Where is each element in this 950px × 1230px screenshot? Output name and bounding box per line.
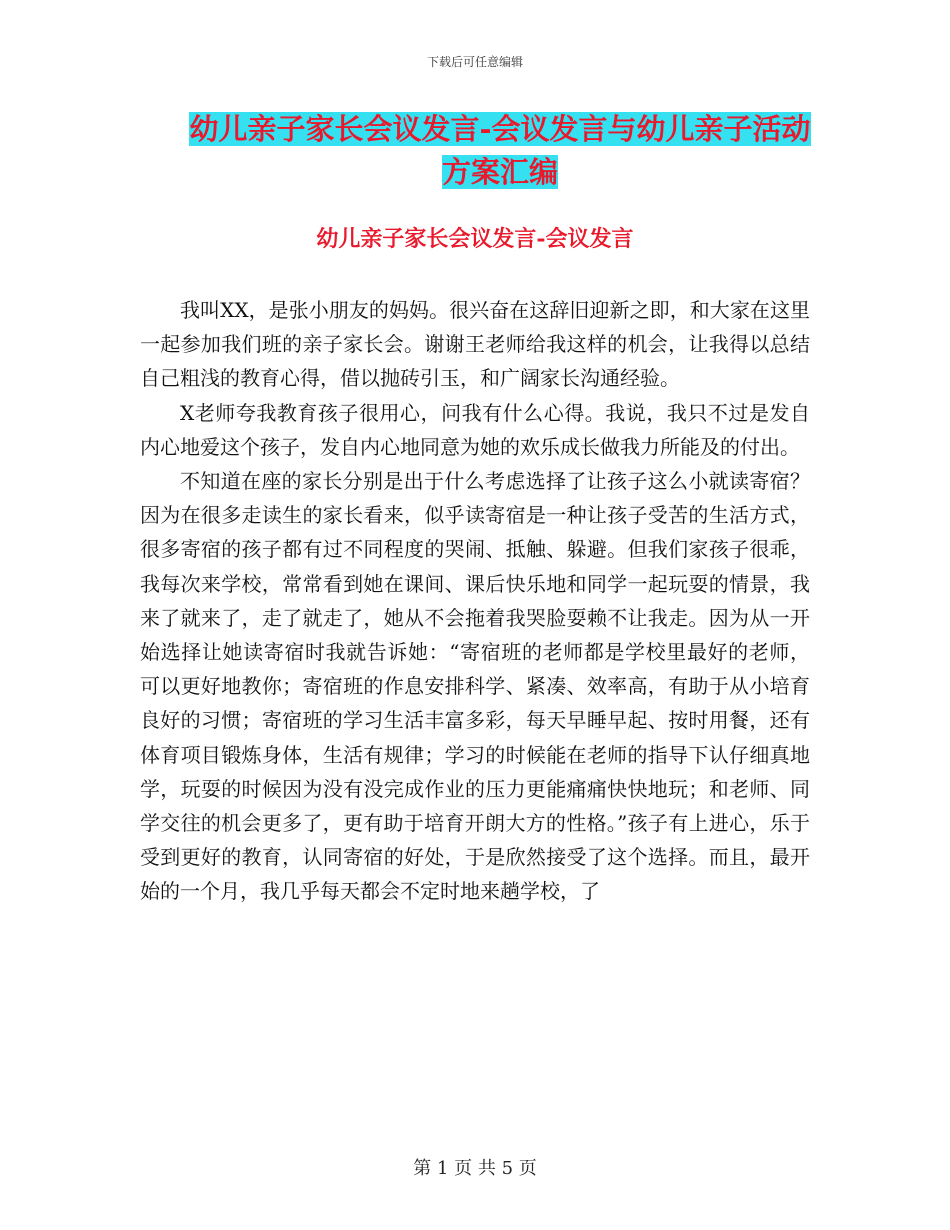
body-paragraph: 不知道在座的家长分别是出于什么考虑选择了让孩子这么小就读寄宿？因为在很多走读生的家长看来，似乎读寄宿是一种让孩子受苦的生活方式，很多寄宿的孩子都有过不同程度的哭闹、抵触、躲避。但我们家孩子很乖，我每次来学校，常常看到她在课间、课后快乐地和同学一起玩耍的情景，我来了就来了，走了就走了，她从不会拖着我哭脸耍赖不让我走。因为从一开始选择让她读寄宿时我就告诉她：“寄宿班的老师都是学校里最好的老师，可以更好地教你；寄宿班的作息安排科学、紧凑、效率高，有助于从小培育良好的习惯；寄宿班的学习生活丰富多彩，每天早睡早起、按时用餐，还有体育项目锻炼身体，生活有规律；学习的时候能在老师的指导下认仔细真地学，玩耍的时候因为没有没完成作业的压力更能痛痛快快地玩；和老师、同学交往的机会更多了，更有助于培育开朗大方的性格。”孩子有上进心，乐于受到更好的教育，认同寄宿的好处，于是欣然接受了这个选择。而且，最开始的一个月，我几乎每天都会不定时地来趟学校，了 bbox=[140, 469, 810, 904]
document-title bbox=[188, 108, 812, 194]
page-number-footer: 第 1 页 共 5 页 bbox=[413, 1158, 537, 1179]
body-paragraph: 我叫XX，是张小朋友的妈妈。很兴奋在这辞旧迎新之即，和大家在这里一起参加我们班的亲子家长会。谢谢王老师给我这样的机会，让我得以总结自己粗浅的教育心得，借以抛砖引玉，和广阔家长沟通经验。 bbox=[140, 298, 810, 391]
body-paragraph: X老师夸我教育孩子很用心，问我有什么心得。我说，我只不过是发自内心地爱这个孩子，发自内心地同意为她的欢乐成长做我力所能及的付出。 bbox=[140, 400, 810, 459]
document-body bbox=[140, 293, 810, 909]
page-header-note: 下载后可任意编辑 bbox=[426, 55, 523, 69]
section-title: 幼儿亲子家长会议发言-会议发言 bbox=[316, 226, 634, 252]
document-title-text: 幼儿亲子家长会议发言-会议发言与幼儿亲子活动方案汇编 bbox=[189, 112, 811, 189]
